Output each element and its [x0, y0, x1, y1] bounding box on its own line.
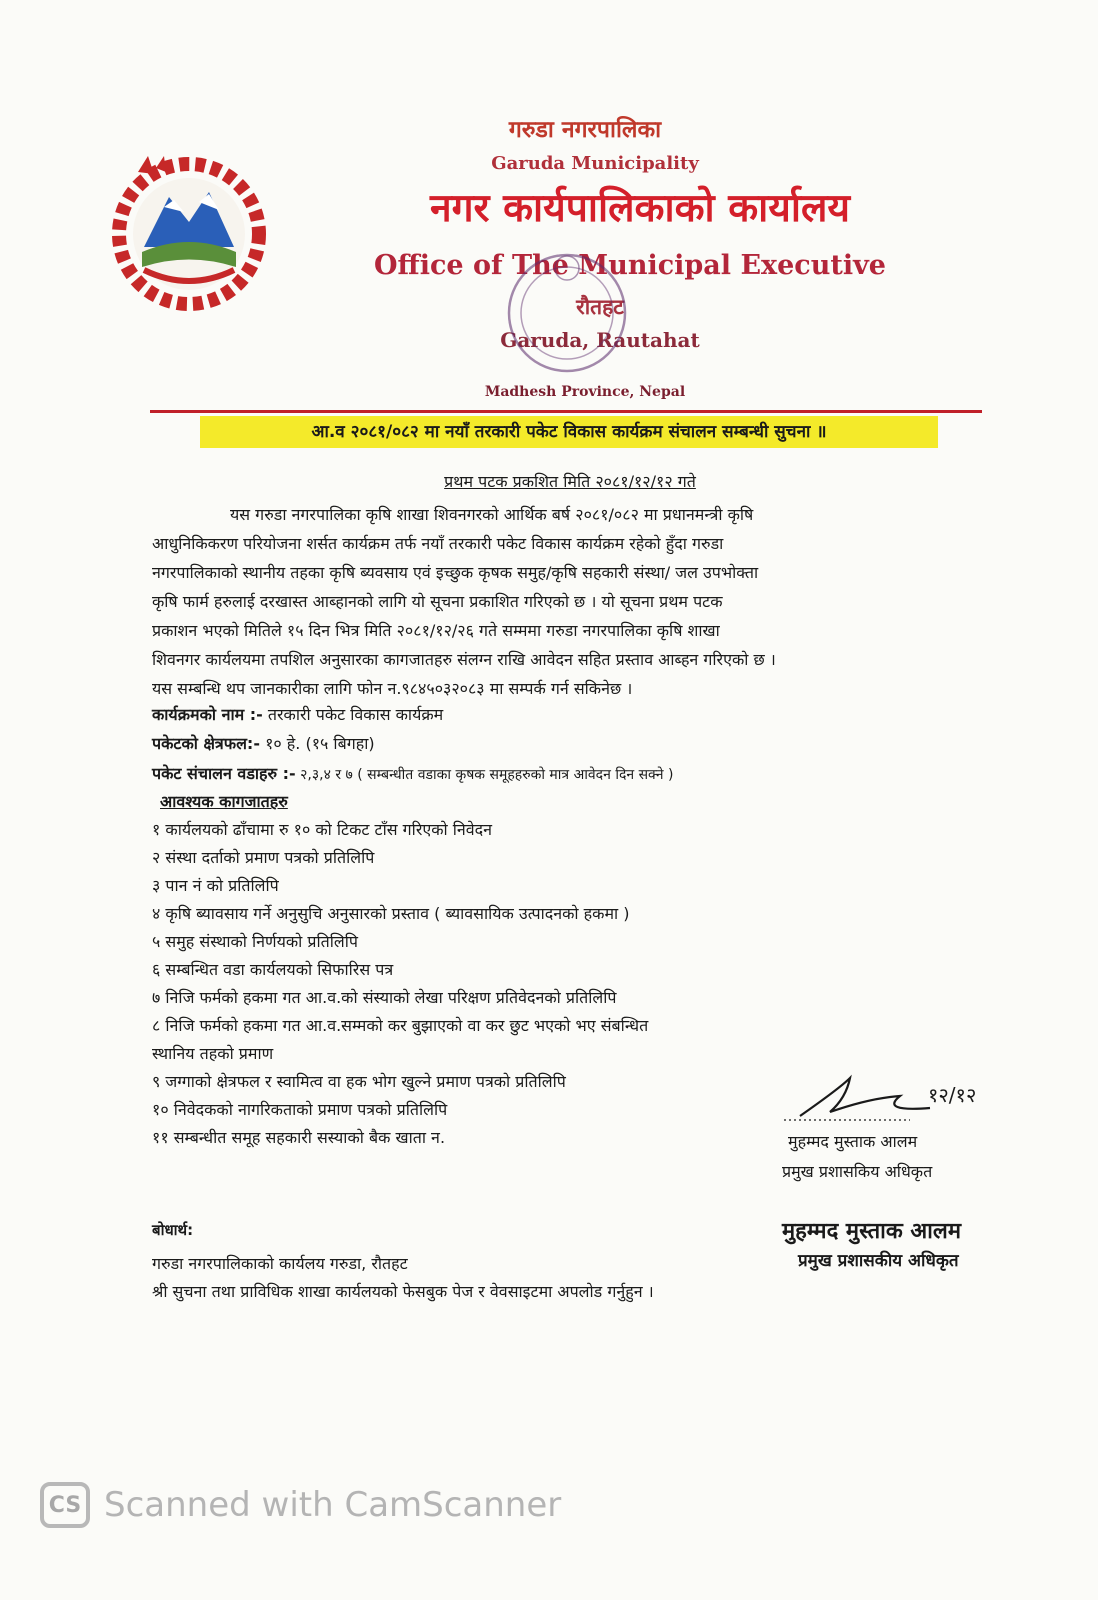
pocket-area-value: १० हे. (१५ बिगहा)	[259, 734, 375, 753]
pocket-area	[152, 732, 375, 754]
notice-body	[152, 500, 984, 703]
header-divider	[150, 410, 982, 413]
nepal-emblem-icon	[104, 152, 274, 312]
doc-item: ४ कृषि ब्यावसाय गर्ने अनुसुचि अनुसारको प्रस्ताव ( ब्यावसायिक उत्पादनको हकमा )	[152, 904, 630, 923]
required-docs-list	[152, 816, 852, 1152]
body-line: आधुनिकिकरण परियोजना शर्सत कार्यक्रम तर्फ नयाँ तरकारी पकेट विकास कार्यक्रम रहेको हुँदा गरुडा	[152, 534, 724, 553]
signatory-name-stamp: मुहम्मद मुस्ताक आलम	[782, 1219, 961, 1244]
bodharth-label: बोधार्थ:	[152, 1221, 194, 1239]
body-line: यस गरुडा नगरपालिका कृषि शाखा शिवनगरको आर्थिक बर्ष २०८१/०८२ मा प्रधानमन्त्री कृषि	[230, 505, 754, 524]
office-seal-stamp	[498, 238, 636, 388]
first-published-date: प्रथम पटक प्रकशित मिति २०८१/१२/१२ गते	[444, 472, 696, 491]
municipality-name-np: गरुडा नगरपालिका	[508, 116, 662, 143]
municipality-name-en: Garuda Municipality	[491, 153, 699, 174]
office-title-en: Office of The Municipal Executive	[374, 250, 886, 281]
bodharth-line: श्री सुचना तथा प्राविधिक शाखा कार्यलयको फेसबुक पेज र वेवसाइटमा अपलोड गर्नुहुन ।	[152, 1282, 654, 1301]
body-line: नगरपालिकाको स्थानीय तहका कृषि ब्यवसाय एवं इच्छुक कृषक समुह/कृषि सहकारी संस्था/ जल उपभोक्ता	[152, 563, 759, 582]
body-line: प्रकाशन भएको मितिले १५ दिन भित्र मिति २०८१/१२/२६ गते सम्ममा गरुडा नगरपालिका कृषि शाखा	[152, 621, 720, 640]
doc-item: १० निवेदकको नागरिकताको प्रमाण पत्रको प्रतिलिपि	[152, 1100, 448, 1119]
doc-item: २ संस्था दर्ताको प्रमाण पत्रको प्रतिलिपि	[152, 848, 375, 867]
body-line: कृषि फार्म हरुलाई दरखास्त आब्हानको लागि यो सूचना प्रकाशित गरिएको छ । यो सूचना प्रथम पटक	[152, 592, 723, 611]
body-line: यस सम्बन्धि थप जानकारीका लागि फोन न.९८४५०३२०८३ मा सम्पर्क गर्न सकिनेछ ।	[152, 679, 633, 698]
pocket-wards-value: २,३,४ र ७ ( सम्बन्धीत वडाका कृषक समूहहरुको मात्र आवेदन दिन सक्ने )	[295, 767, 674, 783]
doc-item: १ कार्यलयको ढाँचामा रु १० को टिकट टाँस गरिएको निवेदन	[152, 820, 493, 839]
doc-item: ११ सम्बन्धीत समूह सहकारी सस्याको बैक खाता न.	[152, 1128, 446, 1147]
body-line: शिवनगर कार्यलयमा तपशिल अनुसारका कागजातहरु संलग्न राखि आवेदन सहित प्रस्ताव आब्हन गरिएको छ ।	[152, 650, 776, 669]
signatory-title: प्रमुख प्रशासकिय अधिकृत	[782, 1162, 933, 1181]
camscanner-watermark	[40, 1480, 561, 1530]
required-docs-title: आवश्यक कागजातहरु	[160, 792, 288, 811]
doc-item: स्थानिय तहको प्रमाण	[152, 1044, 274, 1063]
bodharth-line: गरुडा नगरपालिकाको कार्यलय गरुडा, रौतहट	[152, 1254, 408, 1273]
pocket-wards	[152, 762, 673, 784]
doc-item: ८ निजि फर्मको हकमा गत आ.व.सम्मको कर बुझाएको वा कर छुट भएको भए संबन्धित	[152, 1016, 649, 1035]
handwritten-signature	[780, 1068, 1000, 1130]
program-name-value: तरकारी पकेट विकास कार्यक्रम	[262, 705, 444, 724]
doc-item: ५ समुह संस्थाको निर्णयको प्रतिलिपि	[152, 932, 358, 951]
program-name-label: कार्यक्रमको नाम :-	[152, 705, 263, 724]
program-name	[152, 703, 443, 725]
doc-item: ६ सम्बन्धित वडा कार्यलयको सिफारिस पत्र	[152, 960, 394, 979]
notice-subject: आ.व २०८१/०८२ मा नयाँ तरकारी पकेट विकास कार्यक्रम संचालन सम्बन्धी सुचना ॥	[200, 416, 938, 448]
province-en: Madhesh Province, Nepal	[484, 384, 686, 400]
doc-item: ९ जग्गाको क्षेत्रफल र स्वामित्व वा हक भोग खुल्ने प्रमाण पत्रको प्रतिलिपि	[152, 1072, 566, 1091]
doc-item: ७ निजि फर्मको हकमा गत आ.व.को संस्याको लेखा परिक्षण प्रतिवेदनको प्रतिलिपि	[152, 988, 617, 1007]
signatory-name: मुहम्मद मुस्ताक आलम	[788, 1132, 918, 1151]
signatory-title-stamp: प्रमुख प्रशासकीय अधिकृत	[798, 1251, 959, 1271]
pocket-area-label: पकेटको क्षेत्रफल:-	[152, 734, 260, 753]
pocket-wards-label: पकेट संचालन वडाहरु :-	[152, 764, 296, 783]
doc-item: ३ पान नं को प्रतिलिपि	[152, 876, 279, 895]
signature-date: १२/१२	[928, 1083, 977, 1107]
district-np: रौतहट	[576, 294, 624, 319]
camscanner-text: Scanned with CamScanner	[104, 1485, 562, 1525]
camscanner-logo-icon: CS	[40, 1482, 90, 1528]
district-en: Garuda, Rautahat	[500, 328, 700, 352]
office-title-np: नगर कार्यपालिकाको कार्यालय	[429, 186, 851, 231]
